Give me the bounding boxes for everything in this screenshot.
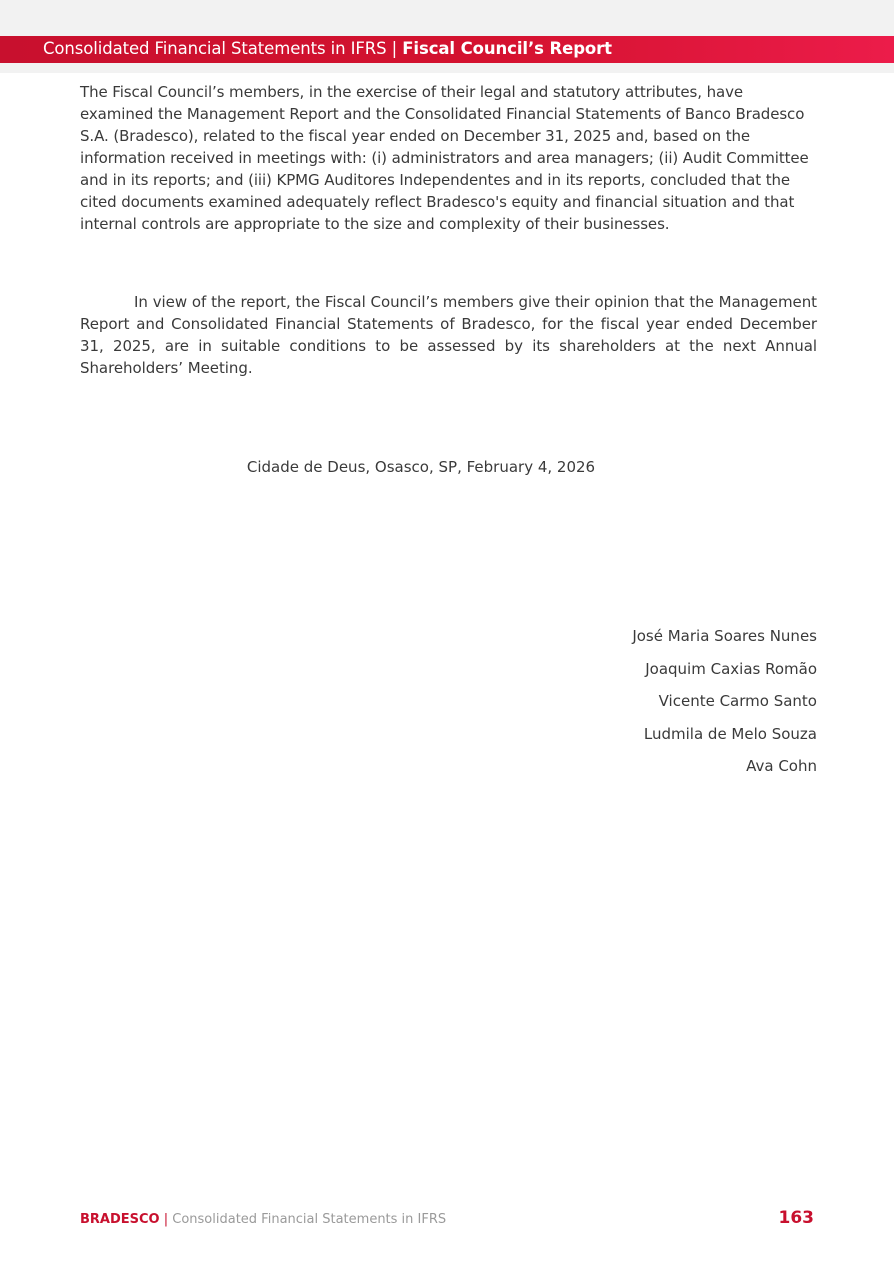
place-date: Cidade de Deus, Osasco, SP, February 4, 2026 [246,458,596,476]
header-separator: | [386,39,403,58]
paragraph-1: The Fiscal Council’s members, in the exercise of their legal and statutory attributes, have examined the Management Report and the Consolidated Financial Statements of Banco Bradesco S.A. (Bradesco), related to the fiscal year ended on December 31, 2025 and, based on the information received in meetings with: (i) administrators and area managers; (ii) Audit Committee and in its reports; and (iii) KPMG Auditores Independentes and in its reports, concluded that the cited documents examined adequately reflect Bradesco's equity and financial situation and that internal controls are appropriate to the size and complexity of their businesses. [80,83,809,233]
footer-brand: BRADESCO [80,1212,160,1227]
header-title [43,38,612,60]
header-underline-band [0,63,894,73]
signatory-name: José Maria Soares Nunes [632,627,817,645]
footer-separator: | [159,1212,173,1227]
footer-document-title: Consolidated Financial Statements in IFRS [172,1212,447,1227]
signatory-name: Ludmila de Melo Souza [643,724,817,743]
page-number: 163 [778,1208,814,1228]
header-section: Consolidated Financial Statements in IFRS [43,39,387,58]
top-band [0,0,894,36]
signatories-list [632,625,817,788]
signatory-name: Vicente Carmo Santo [658,692,817,711]
footer [80,1210,446,1230]
page-title: Fiscal Council’s Report [402,39,612,58]
paragraph-2: In view of the report, the Fiscal Council’s members give their opinion that the Management Report and Consolidated Financial Statements of Bradesco, for the fiscal year ended December 31, 2025, are in suitable conditions to be assessed by its shareholders at the next Annual Shareholders’ Meeting. [80,293,817,377]
signatory-name: Ava Cohn [746,757,817,776]
signatory-name: Joaquim Caxias Romão [645,659,817,678]
